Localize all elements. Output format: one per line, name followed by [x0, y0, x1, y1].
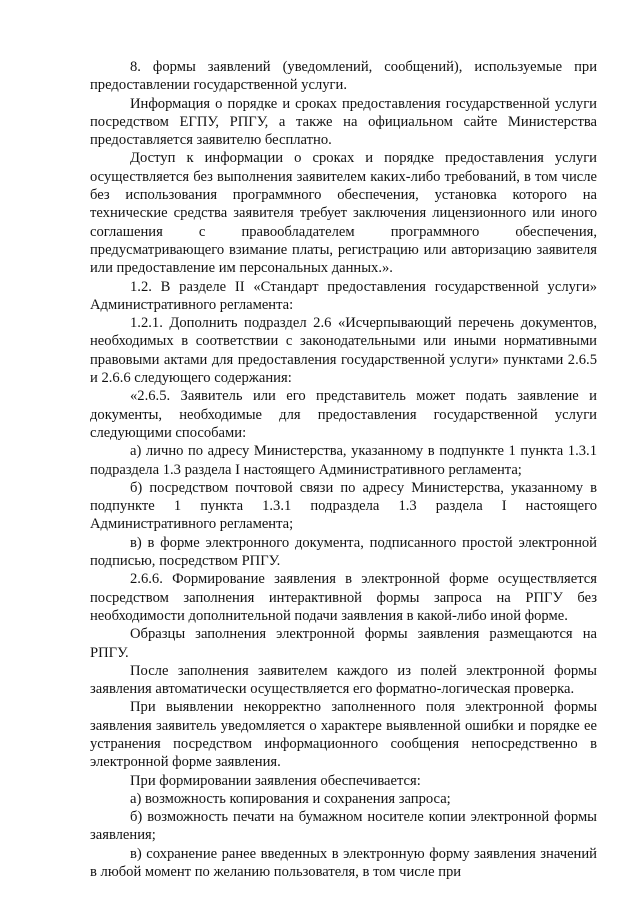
paragraph-samples: Образцы заполнения электронной формы заявления размещаются на РПГУ.	[90, 626, 597, 661]
paragraph-info-free: Информация о порядке и сроках предоставления государственной услуги посредством ЕГПУ, РПГУ, а также на официальном сайте Министерства предоставляется заявителю бесплатно.	[90, 95, 597, 149]
paragraph-access: Доступ к информации о сроках и порядке предоставления услуги осуществляется без выполнения заявителем каких-либо требований, в том числе без использования программного обеспечения, установка которого на технические средства заявителя требует заключения лицензионного или иного соглашения с правообладателем программного обеспечения, предусматривающего взимание платы, регистрацию или авторизацию заявителя или предоставление им персональных данных.».	[90, 150, 597, 277]
paragraph-2-6-5-v: в) в форме электронного документа, подписанного простой электронной подписью, посредством РПГУ.	[90, 534, 597, 570]
paragraph-2-6-5-a: а) лично по адресу Министерства, указанному в подпункте 1 пункта 1.3.1 подраздела 1.3 раздела I настоящего Административного регламента;	[90, 443, 597, 478]
paragraph-provided-a: а) возможность копирования и сохранения запроса;	[130, 790, 451, 807]
paragraph-2-6-6: 2.6.6. Формирование заявления в электронной форме осуществляется посредством заполнения интерактивной формы запроса на РПГУ без необходимости дополнительной подачи заявления в какой-либо иной форме.	[90, 571, 597, 624]
paragraph-2-6-5: «2.6.5. Заявитель или его представитель может подать заявление и документы, необходимые для предоставления государственной услуги следующими способами:	[90, 388, 597, 441]
paragraph-2-6-5-b: б) посредством почтовой связи по адресу Министерства, указанному в подпункте 1 пункта 1.3.1 подраздела 1.3 раздела I настоящего Административного регламента;	[90, 479, 597, 533]
document-page	[90, 58, 597, 881]
paragraph-provided: При формировании заявления обеспечивается:	[130, 772, 421, 789]
paragraph-item-8: 8. формы заявлений (уведомлений, сообщений), используемые при предоставлении государственной услуги.	[90, 59, 597, 94]
paragraph-provided-v: в) сохранение ранее введенных в электронную форму заявления значений в любой момент по желанию пользователя, в том числе при	[90, 845, 597, 881]
paragraph-errors: При выявлении некорректно заполненного поля электронной формы заявления заявитель уведомляется о характере выявленной ошибки и порядке ее устранения посредством информационного сообщения непосредственно в электронной форме заявления.	[90, 699, 597, 771]
paragraph-provided-b: б) возможность печати на бумажном носителе копии электронной формы заявления;	[90, 809, 597, 844]
paragraph-validation: После заполнения заявителем каждого из полей электронной формы заявления автоматически осуществляется его форматно-логическая проверка.	[90, 662, 597, 698]
paragraph-1-2: 1.2. В разделе II «Стандарт предоставления государственной услуги» Административного регламента:	[90, 278, 597, 313]
paragraph-1-2-1: 1.2.1. Дополнить подраздел 2.6 «Исчерпывающий перечень документов, необходимых в соответствии с законодательными или иными нормативными правовыми актами для предоставления государственной услуги» пунктами 2.6.5 и 2.6.6 следующего содержания:	[90, 315, 597, 387]
